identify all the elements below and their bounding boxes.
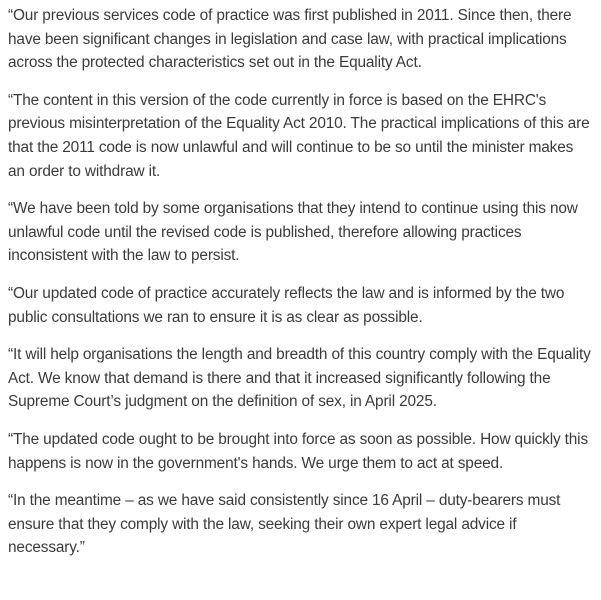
quote-paragraph-2: “The content in this version of the code currently in force is based on the EHRC's previous misinterpretation of the Equality Act 2010. The practical implications of this are that the 2011 code is now unlawful and will continue to be so until the minister makes an order to withdraw it. xyxy=(8,91,590,180)
quote-paragraph-4: “Our updated code of practice accurately reflects the law and is informed by the two public consultations we ran to ensure it is as clear as possible. xyxy=(8,284,565,326)
quote-paragraph-6: “The updated code ought to be brought into force as soon as possible. How quickly this happens is now in the government's hands. We urge them to act at speed. xyxy=(8,430,589,472)
quote-paragraph-5: “It will help organisations the length and breadth of this country comply with the Equality Act. We know that demand is there and that it increased significantly following the Supreme Court’s judgment on the definition of sex, in April 2025. xyxy=(8,346,591,411)
quote-paragraph-3: “We have been told by some organisations that they intend to continue using this now unlawful code until the revised code is published, therefore allowing practices inconsistent with the law to persist. xyxy=(8,200,578,265)
quote-paragraph-1: “Our previous services code of practice was first published in 2011. Since then, there have been significant changes in legislation and case law, with practical implications across the protected characteristics set out in the Equality Act. xyxy=(8,7,572,72)
quote-paragraph-7: “In the meantime – as we have said consistently since 16 April – duty-bearers must ensure that they comply with the law, seeking their own expert legal advice if necessary.” xyxy=(8,492,561,557)
